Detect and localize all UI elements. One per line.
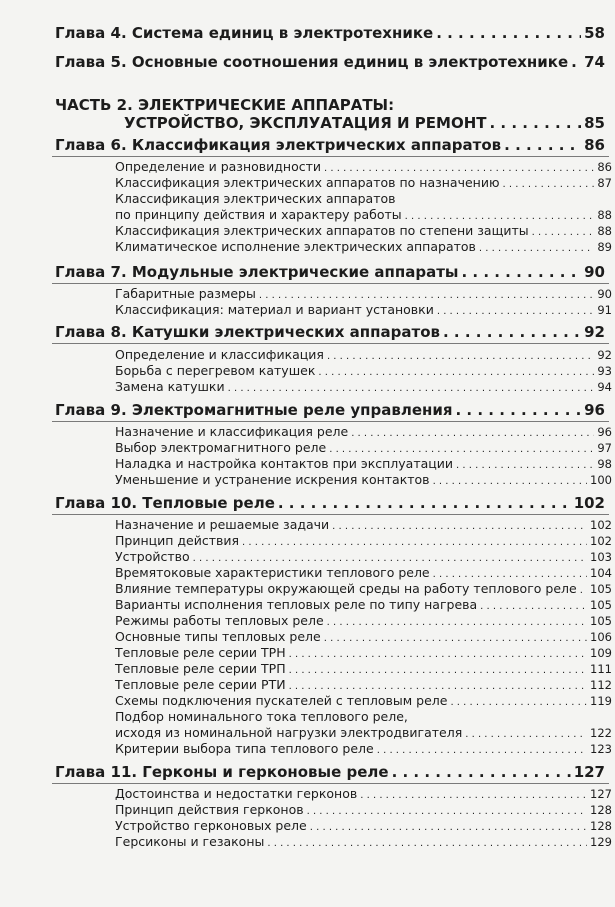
page-number: 119 [590,694,612,708]
toc-chapter-9[interactable] [55,401,605,419]
dot-leader [443,323,581,341]
chapter-divider [52,783,609,784]
toc-section[interactable] [115,786,612,801]
dot-leader [456,460,594,471]
page-number: 122 [590,726,612,740]
chapter-title: Глава 5. Основные соотношения единиц в электротехнике [55,53,569,71]
section-title: Климатическое исполнение электрических аппаратов [115,239,476,254]
dot-leader [532,227,595,238]
chapter-title: Глава 11. Герконы и герконовые реле [55,763,389,781]
dot-leader [327,617,587,628]
page-number: 128 [590,803,612,817]
section-title: Уменьшение и устранение искрения контактов [115,472,430,487]
toc-section[interactable] [115,533,612,548]
toc-section[interactable] [115,549,612,564]
page-number: 87 [597,176,612,190]
toc-part-2[interactable] [124,114,605,132]
page-number: 127 [573,763,605,781]
toc-section[interactable] [115,207,612,222]
page-number: 89 [597,240,612,254]
toc-chapter-10[interactable] [55,494,605,512]
chapter-title: Глава 8. Катушки электрических аппаратов [55,323,441,341]
section-title: Определение и разновидности [115,159,321,174]
section-title: Критерии выбора типа теплового реле [115,741,374,756]
page-number: 91 [597,303,612,317]
page-number: 93 [597,364,612,378]
section-title-line1: Подбор номинального тока теплового реле, [115,709,408,724]
toc-section[interactable] [115,565,612,580]
dot-leader [456,401,582,419]
dot-leader [307,806,587,817]
part-title-line2: УСТРОЙСТВО, ЭКСПЛУАТАЦИЯ И РЕМОНТ [124,114,487,132]
dot-leader [259,290,594,301]
page-number: 109 [590,646,612,660]
section-title: Тепловые реле серии ТРП [115,661,286,676]
section-title: Назначение и классификация реле [115,424,349,439]
section-title: Замена катушки [115,379,225,394]
section-title: Варианты исполнения тепловых реле по типу нагрева [115,597,478,612]
toc-section[interactable] [115,645,612,660]
page-number: 105 [590,582,612,596]
section-title: Достоинства и недостатки герконов [115,786,358,801]
toc-section[interactable] [115,286,612,301]
toc-section[interactable] [115,347,612,362]
page-number: 112 [590,678,612,692]
dot-leader [480,601,587,612]
chapter-divider [52,421,609,422]
dot-leader [289,681,587,692]
section-title: Борьба с перегревом катушек [115,363,316,378]
section-title: Принцип действия герконов [115,802,304,817]
toc-section[interactable] [115,629,612,644]
toc-section[interactable] [115,456,612,471]
page-number: 92 [597,348,612,362]
toc-section[interactable] [115,581,612,596]
page-number: 96 [597,425,612,439]
dot-leader [489,114,581,132]
toc-section[interactable] [115,302,612,317]
toc-section[interactable] [115,597,612,612]
page-number: 98 [597,457,612,471]
section-title: Классификация: материал и вариант установки [115,302,434,317]
page-number: 90 [597,287,612,301]
page-number: 103 [590,550,612,564]
toc-section[interactable] [115,725,612,740]
section-title: Классификация электрических аппаратов по степени защиты [115,223,529,238]
toc-section[interactable] [115,802,612,817]
section-title: Габаритные размеры [115,286,256,301]
dot-leader [392,763,571,781]
dot-leader [267,838,587,849]
page-number: 96 [584,401,605,419]
toc-section[interactable] [115,239,612,254]
dot-leader [318,367,594,378]
section-title: Выбор электромагнитного реле [115,440,327,455]
section-title: Принцип действия [115,533,240,548]
section-title: Основные типы тепловых реле [115,629,321,644]
toc-chapter-7[interactable] [55,263,605,281]
toc-section[interactable] [115,379,612,394]
dot-leader [327,351,594,362]
page-number: 74 [584,53,605,71]
toc-section[interactable] [115,834,612,849]
toc-section[interactable] [115,159,612,174]
dot-leader [433,569,587,580]
dot-leader [324,633,587,644]
chapter-title: Глава 6. Классификация электрических аппаратов [55,136,502,154]
dot-leader [479,243,594,254]
chapter-title: Глава 9. Электромагнитные реле управления [55,401,453,419]
toc-section[interactable] [115,693,612,708]
page-number: 58 [584,24,605,42]
toc-section[interactable] [115,175,612,190]
dot-leader [465,729,587,740]
toc-section[interactable] [115,472,612,487]
page-number: 102 [573,494,605,512]
toc-section[interactable] [115,424,612,439]
chapter-divider [52,514,609,515]
dot-leader [580,585,587,596]
section-title: Определение и классификация [115,347,324,362]
dot-leader [462,263,582,281]
page-number: 105 [590,614,612,628]
toc-chapter-8[interactable] [55,323,605,341]
page-number: 129 [590,835,612,849]
dot-leader [377,745,587,756]
dot-leader [289,665,587,676]
dot-leader [450,697,587,708]
page-number: 88 [597,224,612,238]
dot-leader [332,521,587,532]
dot-leader [242,537,587,548]
dot-leader [571,53,581,71]
toc-section[interactable] [115,661,612,676]
toc-section[interactable] [115,818,612,833]
dot-leader [360,790,587,801]
section-title: исходя из номинальной нагрузки электродвигателя [115,725,463,740]
chapter-title: Глава 10. Тепловые реле [55,494,275,512]
section-title: Классификация электрических аппаратов по назначению [115,175,500,190]
dot-leader [324,163,594,174]
page-number: 106 [590,630,612,644]
section-title: Назначение и решаемые задачи [115,517,330,532]
toc-chapter-6[interactable] [55,136,605,154]
section-title: Герсиконы и гезаконы [115,834,265,849]
dot-leader [433,476,587,487]
toc-chapter-4[interactable] [55,24,605,42]
page-number: 86 [597,160,612,174]
chapter-divider [52,343,609,344]
page-number: 123 [590,742,612,756]
page-number: 86 [584,136,605,154]
dot-leader [310,822,587,833]
section-title: Тепловые реле серии ТРН [115,645,286,660]
section-title: Влияние температуры окружающей среды на работу теплового реле [115,581,577,596]
dot-leader [405,211,595,222]
page-number: 104 [590,566,612,580]
section-title: Режимы работы тепловых реле [115,613,324,628]
dot-leader [329,444,594,455]
section-title-line1: Классификация электрических аппаратов [115,191,396,206]
dot-leader [504,136,581,154]
chapter-divider [52,156,609,157]
page-number: 102 [590,534,612,548]
page-number: 85 [584,114,605,132]
toc-section[interactable] [115,223,612,238]
section-title: Устройство [115,549,190,564]
dot-leader [351,428,594,439]
toc-chapter-11[interactable] [55,763,605,781]
dot-leader [278,494,571,512]
section-title: Устройство герконовых реле [115,818,307,833]
page-number: 100 [590,473,612,487]
dot-leader [437,306,595,317]
dot-leader [436,24,581,42]
section-title: Схемы подключения пускателей с тепловым реле [115,693,448,708]
dot-leader [503,179,595,190]
page-number: 94 [597,380,612,394]
page-number: 90 [584,263,605,281]
page-number: 92 [584,323,605,341]
page-number: 127 [590,787,612,801]
dot-leader [193,553,587,564]
toc-section[interactable] [115,677,612,692]
chapter-title: Глава 4. Система единиц в электротехнике [55,24,434,42]
toc-section[interactable] [115,363,612,378]
part-title-line1: ЧАСТЬ 2. ЭЛЕКТРИЧЕСКИЕ АППАРАТЫ: [55,96,395,114]
dot-leader [228,383,595,394]
section-title: Наладка и настройка контактов при эксплуатации [115,456,454,471]
chapter-divider [52,283,609,284]
toc-section[interactable] [115,440,612,455]
chapter-title: Глава 7. Модульные электрические аппараты [55,263,459,281]
dot-leader [289,649,587,660]
page-number: 88 [597,208,612,222]
toc-section[interactable] [115,741,612,756]
page-number: 97 [597,441,612,455]
page-number: 105 [590,598,612,612]
section-title: по принципу действия и характеру работы [115,207,402,222]
toc-chapter-5[interactable] [55,53,605,71]
toc-section[interactable] [115,517,612,532]
page-number: 102 [590,518,612,532]
toc-section[interactable] [115,613,612,628]
section-title: Времятоковые характеристики теплового реле [115,565,430,580]
section-title: Тепловые реле серии РТИ [115,677,286,692]
page-number: 111 [590,662,612,676]
page-number: 128 [590,819,612,833]
